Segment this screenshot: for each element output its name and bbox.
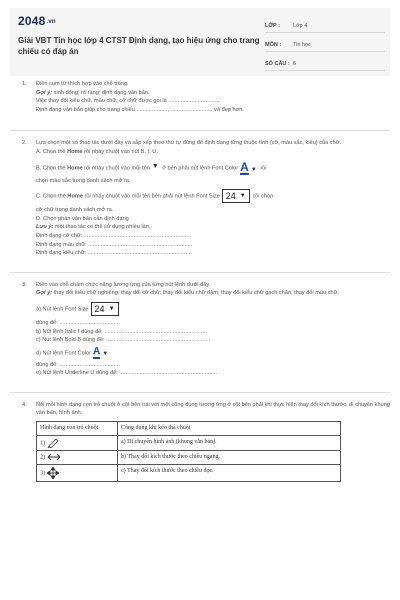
hint-line xyxy=(36,289,390,298)
meta-row-subject xyxy=(265,33,385,52)
meta-value: 6 xyxy=(293,61,297,67)
logo-suffix: .vn xyxy=(46,18,56,25)
home-tab-label: Home xyxy=(67,193,83,200)
fill-line: Định dạng cỡ chữ: ..................................................................... xyxy=(36,232,192,239)
note-text: một thao tác có thể sử dụng nhiều lần. xyxy=(53,224,151,231)
question-prompt: Nối mỗi hình dạng con trỏ chuột ở cột bên trái với một công dụng tương ứng ở cột bên phải khi thực hiện thay đổi kích thước, di chuyển khung văn bản, hình ảnh. xyxy=(36,401,390,417)
section-divider xyxy=(10,130,390,131)
option-text: ở bên phải nút lệnh Font Color xyxy=(160,165,239,172)
meta-value: Lớp 4 xyxy=(293,23,308,29)
table-header-cell: Công dụng khi kéo thả chuột xyxy=(118,422,341,436)
meta-row-count xyxy=(265,52,385,71)
option-b-cont: chọn màu sắc trong danh sách mở ra. xyxy=(36,177,131,184)
home-tab-label: Home xyxy=(67,148,83,155)
site-logo[interactable] xyxy=(18,14,56,28)
chevron-down-icon: ▼ xyxy=(239,192,246,199)
dropdown-arrow-icon: ▼ xyxy=(151,163,159,171)
font-color-icon: A ▼ xyxy=(240,159,257,174)
option-text: rồi xyxy=(258,165,267,172)
note-line xyxy=(36,223,390,232)
chevron-down-icon: ▼ xyxy=(108,305,115,312)
meta-label: SỐ CÂU : xyxy=(265,61,290,67)
table-cell: a) Di chuyển hình ảnh (khung văn bản). xyxy=(118,435,341,450)
section-divider xyxy=(10,392,390,393)
table-row xyxy=(37,464,341,481)
fill-line: Việc thay đổi kiểu chữ, màu chữ, cỡ chữ được gọi là ................................. xyxy=(36,98,220,105)
item-a xyxy=(36,302,390,316)
question-prompt: Lựa chọn một số thao tác dưới đây và sắp xếp theo thứ tự đúng để định dạng từng thuộc tính (cỡ, màu sắc, kiểu) của chữ. xyxy=(36,140,342,147)
option-text: rồi nháy chuột vào mũi tên bên phải nút lệnh Font Size xyxy=(82,193,220,200)
table-row xyxy=(37,450,341,464)
question-number: 2. xyxy=(22,140,27,147)
item-e: e) Nút lệnh Underline U dùng để: ............................................................... xyxy=(36,370,218,377)
resize-horizontal-icon xyxy=(47,453,61,461)
table-cell: b) Thay đổi kích thước theo chiều ngang. xyxy=(118,450,341,464)
option-d: D. Chọn phần văn bản cần định dạng xyxy=(36,215,129,222)
meta-table xyxy=(265,14,385,71)
option-text: rồi chọn xyxy=(251,193,274,200)
item-label: d) Nút lệnh Font Color xyxy=(36,350,92,357)
question-number: 3. xyxy=(22,281,27,288)
pencil-icon xyxy=(47,438,59,448)
meta-label: LỚP : xyxy=(265,23,280,29)
question-number: 1. xyxy=(22,81,27,87)
fill-line: Định dạng màu chữ: ................................................................... xyxy=(36,241,193,248)
hint-line xyxy=(36,89,390,98)
option-text: B. Chọn thẻ xyxy=(36,165,68,172)
font-size-box xyxy=(222,189,250,203)
item-c: c) Nút lệnh Bold B dùng để: ................................................................... xyxy=(36,337,211,344)
option-c-cont: cỡ chữ trong danh sách mở ra. xyxy=(36,207,114,214)
table-cell xyxy=(37,450,118,464)
option-c xyxy=(36,189,390,203)
row-number: 2) xyxy=(40,454,45,461)
fill-line: dùng để: ....................................... xyxy=(36,319,120,326)
table-row xyxy=(37,435,341,450)
question-number: 4. xyxy=(22,401,27,408)
question-3 xyxy=(10,281,390,378)
fill-line: dùng để: ....................................... xyxy=(36,361,120,368)
option-text: rồi nháy chuột vào nút B, I, U. xyxy=(82,148,158,155)
note-label: Lưu ý: xyxy=(36,224,54,231)
section-divider xyxy=(10,272,390,273)
fill-line: Định dạng văn bản giúp cho trang chiếu ...................., ........................... và đẹp hơn. xyxy=(36,106,244,113)
question-1 xyxy=(10,80,390,114)
move-icon xyxy=(47,467,59,479)
document-title: Giải VBT Tin học lớp 4 CTST Định dạng, tạo hiệu ứng cho trang chiếu có đáp án xyxy=(18,36,260,56)
item-label: a) Nút lệnh Font Size xyxy=(36,306,89,313)
table-cell: c) Thay đổi kích thước theo chiều dọc. xyxy=(118,464,341,481)
option-b xyxy=(36,161,390,175)
item-d xyxy=(36,347,390,359)
question-2 xyxy=(10,139,390,257)
logo-text: 2048 xyxy=(18,14,46,28)
option-a xyxy=(36,148,390,157)
hint-label: Gợi ý: xyxy=(36,89,53,96)
question-4 xyxy=(10,401,390,482)
font-color-icon: A ▼ xyxy=(93,345,109,358)
fill-line: Định dạng kiểu chữ: .................................................................. xyxy=(36,250,191,257)
table-cell xyxy=(37,464,118,481)
document-content xyxy=(10,80,390,482)
table-header-cell: Hình dạng con trỏ chuột xyxy=(37,422,118,436)
meta-label: MÔN : xyxy=(265,42,282,48)
option-text: A. Chọn thẻ xyxy=(36,148,68,155)
meta-value: Tin học xyxy=(293,42,311,48)
option-text: C. Chọn thẻ xyxy=(36,193,68,200)
question-prompt: Điền vào chỗ chấm chức năng tương ứng của từng nút lệnh dưới đây. xyxy=(36,281,211,288)
hint-text: sinh động; rõ ràng; định dạng văn bản. xyxy=(52,89,150,96)
item-b: b) Nút lệnh Italic I dùng để: .................................................................. xyxy=(36,328,207,335)
document-header xyxy=(10,8,390,76)
meta-row-class xyxy=(265,14,385,33)
hint-text: thay đổi kiểu chữ nghiêng; thay đổi cỡ chữ; thay đổi kiểu chữ đậm; thay đổi kiểu chữ gạch chân; thay đổi màu chữ. xyxy=(52,290,339,297)
row-number: 3) xyxy=(40,470,45,476)
font-size-value: 24 xyxy=(94,303,105,314)
matching-table xyxy=(36,421,341,482)
font-size-value: 24 xyxy=(225,190,236,201)
table-cell xyxy=(37,435,118,450)
row-number: 1) xyxy=(40,440,45,447)
hint-label: Gợi ý: xyxy=(36,290,53,297)
option-text: rồi nháy chuột vào mũi tên xyxy=(82,165,150,172)
table-header-row xyxy=(37,422,341,436)
home-tab-label: Home xyxy=(67,165,83,172)
font-size-box xyxy=(91,302,119,316)
question-prompt: Điền cụm từ thích hợp vào chỗ trống. xyxy=(36,81,129,87)
